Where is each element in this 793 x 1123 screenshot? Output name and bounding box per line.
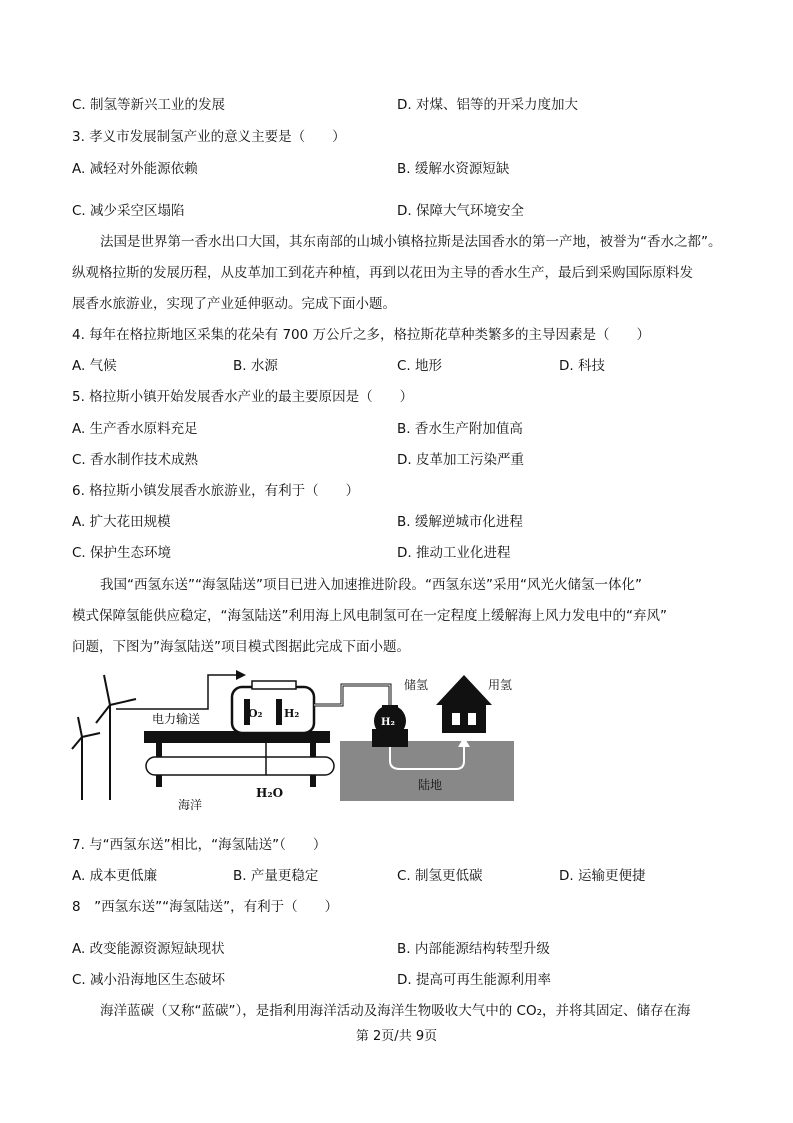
use-label: 用氢 — [488, 678, 513, 692]
q4-option-d: D. 科技 — [559, 358, 605, 374]
passage-grasse-line3: 展香水旅游业，实现了产业延伸驱动。完成下面小题。 — [72, 296, 396, 312]
q4-option-b: B. 水源 — [233, 358, 278, 374]
passage-grasse-line1: 法国是世界第一香水出口大国，其东南部的山城小镇格拉斯是法国香水的第一产地，被誉为“香水之都”。 — [100, 234, 722, 250]
q3-option-a: A. 减轻对外能源依赖 — [72, 161, 198, 177]
passage-grasse-line2: 纵观格拉斯的发展历程，从皮革加工到花卉种植，再到以花田为主导的香水生产，最后到采购国际原料发 — [72, 265, 693, 281]
water-label: H₂O — [256, 786, 284, 800]
q2-option-d: D. 对煤、铝等的开采力度加大 — [397, 97, 578, 113]
q3-stem: 3. 孝义市发展制氢产业的意义主要是（ ） — [72, 129, 346, 145]
q8-option-d: D. 提高可再生能源利用率 — [397, 972, 551, 988]
house-icon — [436, 675, 492, 733]
q8-option-a: A. 改变能源资源短缺现状 — [72, 941, 225, 957]
q4-option-c: C. 地形 — [397, 358, 443, 374]
q5-option-d: D. 皮革加工污染严重 — [397, 452, 524, 468]
q8-option-c: C. 减小沿海地区生态破坏 — [72, 972, 226, 988]
q3-option-d: D. 保障大气环境安全 — [397, 203, 524, 219]
q7-option-b: B. 产量更稳定 — [233, 868, 319, 884]
q5-option-a: A. 生产香水原料充足 — [72, 421, 198, 437]
passage-blue-carbon: 海洋蓝碳（又称“蓝碳”），是指利用海洋活动及海洋生物吸收大气中的 CO₂，并将其固定、储存在海 — [100, 1003, 691, 1019]
passage-hydrogen-line1: 我国“西氢东送”“海氢陆送”项目已进入加速推进阶段。“西氢东送”采用“风光火储氢一体化” — [100, 577, 642, 593]
q5-option-b: B. 香水生产附加值高 — [397, 421, 523, 437]
passage-hydrogen-line2: 模式保障氢能供应稳定，“海氢陆送”利用海上风电制氢可在一定程度上缓解海上风力发电中的“弃风” — [72, 608, 667, 624]
page-number: 第 2页/共 9页 — [355, 1029, 438, 1044]
svg-text:O₂: O₂ — [248, 707, 263, 720]
q2-option-c: C. 制氢等新兴工业的发展 — [72, 97, 226, 113]
land-label: 陆地 — [418, 778, 443, 792]
q7-option-a: A. 成本更低廉 — [72, 868, 158, 884]
q6-stem: 6. 格拉斯小镇发展香水旅游业，有利于（ ） — [72, 483, 360, 499]
q4-option-a: A. 气候 — [72, 358, 117, 374]
q8-option-b: B. 内部能源结构转型升级 — [397, 941, 550, 957]
sea-hydrogen-diagram — [60, 665, 530, 815]
q7-option-d: D. 运输更便捷 — [559, 868, 646, 884]
q6-option-d: D. 推动工业化进程 — [397, 545, 511, 561]
sea-pipeline — [146, 757, 334, 775]
q8-stem: 8 ”西氢东送”“海氢陆送”，有利于（ ） — [72, 899, 339, 915]
wind-turbine-small-icon — [72, 717, 100, 800]
land-block — [340, 741, 514, 801]
q5-stem: 5. 格拉斯小镇开始发展香水产业的最主要原因是（ ） — [72, 389, 414, 405]
q6-option-a: A. 扩大花田规模 — [72, 514, 171, 530]
power-transmission-line — [116, 675, 236, 709]
power-label: 电力输送 — [152, 712, 201, 726]
q3-option-c: C. 减少采空区塌陷 — [72, 203, 185, 219]
hydrogen-pipe — [314, 685, 390, 705]
passage-hydrogen-line3: 问题，下图为”海氢陆送”项目模式图据此完成下面小题。 — [72, 639, 410, 655]
wind-turbine-icon — [96, 675, 136, 800]
arrow-icon — [236, 670, 246, 680]
q7-stem: 7. 与“西氢东送”相比，“海氢陆送”（ ） — [72, 837, 327, 853]
svg-text:H₂: H₂ — [381, 717, 395, 728]
ocean-label: 海洋 — [178, 798, 203, 812]
q5-option-c: C. 香水制作技术成熟 — [72, 452, 199, 468]
storage-label: 储氢 — [404, 678, 429, 692]
q4-stem: 4. 每年在格拉斯地区采集的花朵有 700 万公斤之多，格拉斯花草种类繁多的主导因素是（ ） — [72, 327, 651, 343]
q7-option-c: C. 制氢更低碳 — [397, 868, 483, 884]
q3-option-b: B. 缓解水资源短缺 — [397, 161, 510, 177]
q6-option-c: C. 保护生态环境 — [72, 545, 172, 561]
svg-text:H₂: H₂ — [284, 707, 300, 720]
q6-option-b: B. 缓解逆城市化进程 — [397, 514, 523, 530]
